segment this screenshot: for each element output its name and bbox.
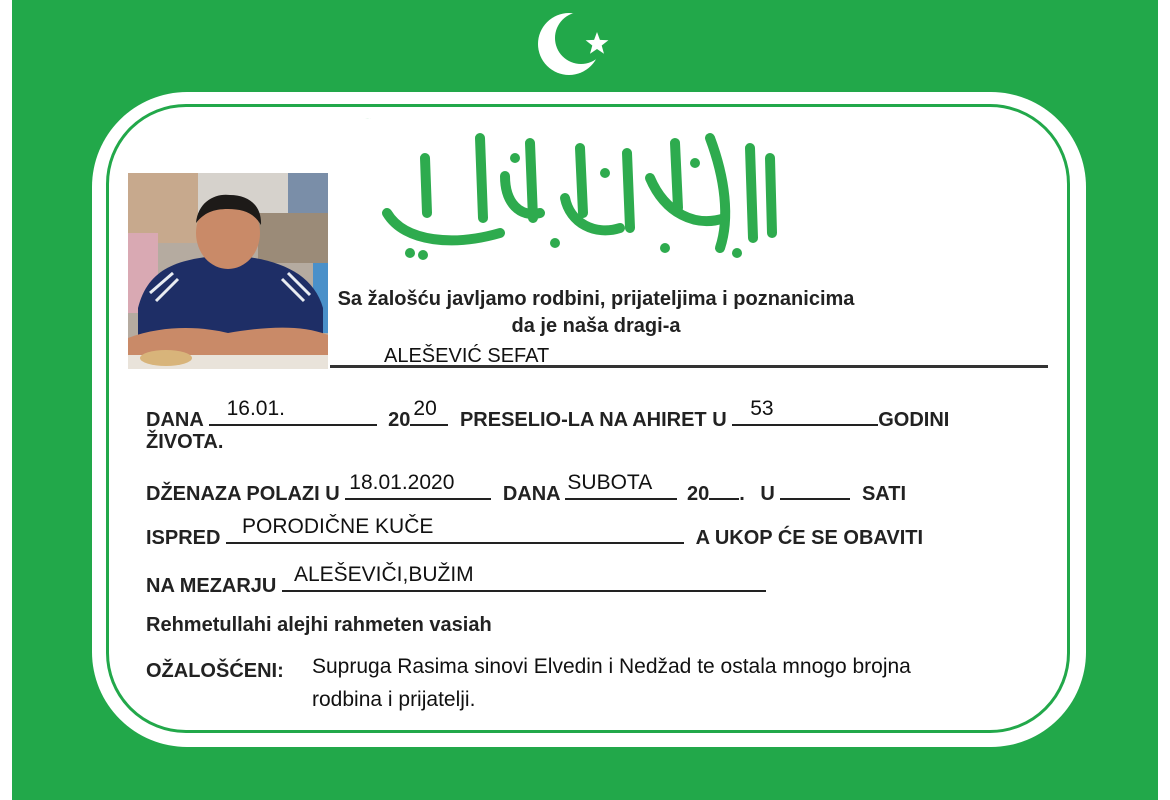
funeral-date-field xyxy=(345,471,491,500)
death-year-suffix: 20 xyxy=(413,397,437,420)
death-date-field xyxy=(209,397,377,426)
cemetery-field xyxy=(282,563,766,592)
crescent-star-icon xyxy=(535,8,615,80)
death-date: 16.01. xyxy=(226,397,285,420)
label-dana: DANA xyxy=(146,409,204,431)
label-polazi: DŽENAZA POLAZI U xyxy=(146,483,340,505)
prayer-text: Rehmetullahi alejhi rahmeten vasiah xyxy=(146,614,492,636)
announcement-heading: Sa žalošću javljamo rodbini, prijateljima i poznanicima da je naša dragi-a xyxy=(337,288,855,337)
funeral-date: 18.01.2020 xyxy=(349,471,455,494)
cemetery-place: ALEŠEVIČI,BUŽIM xyxy=(293,563,474,586)
label-godini: GODINI xyxy=(878,409,950,431)
mourners-text: Supruga Rasima sinovi Elvedin i Nedžad te ostala mnogo brojna rodbina i prijatelji. xyxy=(312,655,911,711)
label-sati: SATI xyxy=(861,483,907,505)
age-field xyxy=(732,397,878,426)
mourners-label: OŽALOŠĆENI: xyxy=(146,660,284,682)
funeral-day-field xyxy=(565,471,677,500)
death-year-prefix: 20 xyxy=(388,409,411,431)
age-value: 53 xyxy=(750,397,774,420)
location-place: PORODIČNE KUČE xyxy=(242,515,434,538)
deceased-photo xyxy=(128,173,328,369)
label-zivota: ŽIVOTA. xyxy=(146,431,224,453)
funeral-year-prefix: 20 xyxy=(686,483,710,505)
funeral-day: SUBOTA xyxy=(567,471,653,494)
label-ispred: ISPRED xyxy=(146,527,221,549)
funeral-year-suffix: . xyxy=(739,483,745,505)
location-row xyxy=(146,515,924,550)
death-year-field xyxy=(410,397,448,426)
label-funeral-dana: DANA xyxy=(502,483,560,505)
right-edge xyxy=(1158,0,1170,800)
label-mezarju: NA MEZARJU xyxy=(146,575,277,597)
deceased-name: ALEŠEVIĆ SEFAT xyxy=(384,345,550,367)
funeral-row xyxy=(146,471,907,506)
calligraphy-text: ارتحل إلى ربه xyxy=(365,118,371,119)
funeral-year-field xyxy=(709,478,739,500)
location-field xyxy=(226,515,684,544)
label-u: U xyxy=(760,483,775,505)
cemetery-row xyxy=(146,563,766,598)
name-line xyxy=(330,343,1048,368)
death-row xyxy=(146,397,950,432)
funeral-time-field xyxy=(780,478,850,500)
label-preselio: PRESELIO-LA NA AHIRET U xyxy=(459,409,727,431)
label-ukop: A UKOP ĆE SE OBAVITI xyxy=(695,527,924,549)
arabic-calligraphy-icon xyxy=(365,118,790,268)
